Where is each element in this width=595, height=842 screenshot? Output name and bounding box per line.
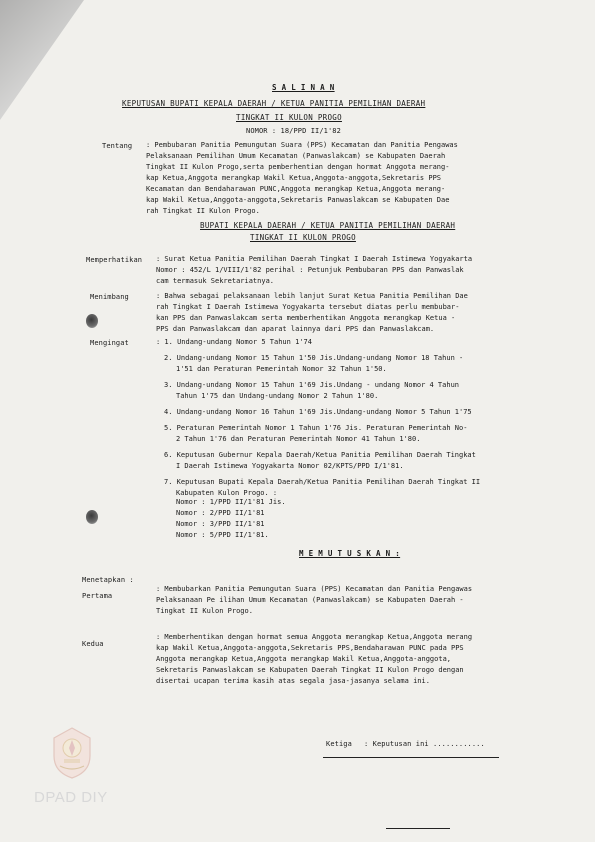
mengingat-label: Mengingat	[90, 339, 129, 347]
mengingat-item	[156, 407, 480, 418]
nomor-list	[176, 497, 286, 541]
pertama-line: Tingkat II Kulon Progo.	[156, 607, 253, 615]
mengingat-item-line: 3. Undang-undang Nomor 15 Tahun 1'69 Jis.Undang - undang Nomor 4 Tahun	[164, 381, 460, 389]
tentang-line: kap Ketua,Anggota merangkap Wakil Ketua,Anggota-anggota,Sekretaris PPS	[146, 174, 442, 182]
mengingat-item-line: I Daerah Istimewa Yogyakarta Nomor 02/KPTS/PPD I/1'81.	[176, 462, 404, 470]
mengingat-item-line: 2 Tahun 1'76 dan Peraturan Pemerintah Nomor 41 Tahun 1'80.	[176, 435, 421, 443]
nomorlist-line: Nomor : 1/PPD II/1'81 Jis.	[176, 498, 286, 506]
mengingat-item	[156, 477, 480, 499]
punch-hole-top	[86, 314, 98, 328]
mengingat-item-line: Tahun 1'75 dan Undang-undang Nomor 2 Tahun 1'80.	[176, 392, 379, 400]
pertama-line: Pelaksanaan Pe ilihan Umum Kecamatan (Panwaslakcam) se Kabupaten Daerah -	[156, 596, 464, 604]
menimbang-line: rah Tingkat I Daerah Istimewa Yogyakarta tersebut diatas perlu membubar-	[156, 303, 460, 311]
tentang-line: kap Wakil Ketua,Anggota-anggota,Sekretaris Panwaslakcam se Kabupaten Dae	[146, 196, 450, 204]
mengingat-item	[156, 380, 480, 402]
punch-hole-bottom	[86, 510, 98, 524]
mengingat-item	[156, 423, 480, 445]
menimbang-line: kan PPS dan Panwaslakcam serta memberhentikan Anggota merangkap Ketua -	[156, 314, 456, 322]
tentang-line: Pelaksanaan Pemilihan Umum Kecamatan (Panwaslakcam) se Kabupaten Daerah	[146, 152, 446, 160]
memperhatikan-line: Nomor : 452/L 1/VIII/1'82 perihal : Petunjuk Pembubaran PPS dan Panwaslak	[156, 266, 464, 274]
mengingat-item-line: 7. Keputusan Bupati Kepala Daerah/Ketua Panitia Pemilihan Daerah Tingkat II	[164, 478, 481, 486]
menimbang-text	[156, 291, 468, 335]
kedua-line: : Memberhentikan dengan hormat semua Anggota merangkap Ketua,Anggota merang	[156, 633, 473, 641]
nomorlist-line: Nomor : 3/PPD II/1'81	[176, 520, 265, 528]
bottom-rule	[386, 828, 450, 829]
dpad-seal-logo	[50, 726, 94, 780]
pertama-label: Pertama	[82, 592, 113, 600]
nomorlist-line: Nomor : 5/PPD II/1'81.	[176, 531, 269, 539]
kedua-line: disertai ucapan terima kasih atas segala jasa-jasanya selama ini.	[156, 677, 430, 685]
mengingat-item-line: 6. Keputusan Gubernur Kepala Daerah/Ketua Panitia Pemilihan Daerah Tingkat	[164, 451, 476, 459]
mengingat-item	[156, 353, 480, 375]
menimbang-line: PPS dan Panwaslakcam dan aparat lainnya dari PPS dan Panwaslakcam.	[156, 325, 435, 333]
decree-title-line2: TINGKAT II KULON PROGO	[236, 113, 342, 122]
mengingat-item-line: 1'51 dan Peraturan Pemerintah Nomor 32 Tahun 1'50.	[176, 365, 387, 373]
pertama-text	[156, 584, 472, 617]
nomorlist-line: Nomor : 2/PPD II/1'81	[176, 509, 265, 517]
kedua-line: Sekretaris Panwaslakcam se Kabupaten Daerah Tingkat II Kulon Progo dengan	[156, 666, 464, 674]
kedua-line: Anggota merangkap Ketua,Anggota merangkap Wakil Ketua,Anggota-anggota,	[156, 655, 452, 663]
mengingat-item-line: Kabupaten Kulon Progo. :	[176, 489, 278, 497]
tentang-line: rah Tingkat II Kulon Progo.	[146, 207, 260, 215]
mengingat-item-line: 4. Undang-undang Nomor 16 Tahun 1'69 Jis.Undang-undang Nomor 5 Tahun 1'75	[164, 408, 472, 416]
heading-salinan: S A L I N A N	[272, 83, 335, 92]
decree-title-line1: KEPUTUSAN BUPATI KEPALA DAERAH / KETUA PANITIA PEMILIHAN DAERAH	[122, 99, 426, 108]
mengingat-item-line: : 1. Undang-undang Nomor 5 Tahun 1'74	[156, 338, 312, 346]
tentang-line: Tingkat II Kulon Progo,serta pemberhentian dengan hormat Anggota merang-	[146, 163, 450, 171]
mengingat-item	[156, 450, 480, 472]
menimbang-line: : Bahwa sebagai pelaksanaan lebih lanjut Surat Ketua Panitia Pemilihan Dae	[156, 292, 468, 300]
ketiga-text: : Keputusan ini ............	[364, 740, 485, 748]
ketiga-underline	[323, 757, 499, 758]
pertama-line: : Membubarkan Panitia Pemungutan Suara (PPS) Kecamatan dan Panitia Pengawas	[156, 585, 473, 593]
memperhatikan-label: Memperhatikan	[86, 256, 143, 264]
memutuskan-heading: M E M U T U S K A N :	[299, 549, 401, 558]
menimbang-label: Menimbang	[90, 293, 129, 301]
tentang-line: : Pembubaran Panitia Pemungutan Suara (PPS) Kecamatan dan Panitia Pengawas	[146, 141, 458, 149]
mengingat-item-line: 2. Undang-undang Nomor 15 Tahun 1'50 Jis.Undang-undang Nomor 18 Tahun -	[164, 354, 464, 362]
mengingat-list	[156, 337, 480, 504]
mengingat-item	[156, 337, 480, 348]
folded-corner-shadow	[0, 0, 84, 120]
decree-number: NOMOR : 18/PPD II/1'82	[246, 127, 341, 135]
watermark-text: DPAD DIY	[34, 789, 108, 806]
tentang-line: Kecamatan dan Bendaharawan PUNC,Anggota merangkap Ketua,Anggota merang-	[146, 185, 446, 193]
tentang-label: Tentang	[102, 142, 133, 150]
tentang-text	[146, 140, 458, 217]
memperhatikan-line: : Surat Ketua Panitia Pemilihan Daerah Tingkat I Daerah Istimewa Yogyakarta	[156, 255, 473, 263]
subtitle-line1: BUPATI KEPALA DAERAH / KETUA PANITIA PEMILIHAN DAERAH	[200, 221, 456, 230]
kedua-text	[156, 632, 472, 687]
kedua-label: Kedua	[82, 640, 104, 648]
memperhatikan-text	[156, 254, 472, 287]
kedua-line: kap Wakil Ketua,Anggota-anggota,Sekretaris PPS,Bendaharawan PUNC pada PPS	[156, 644, 464, 652]
ketiga-label: Ketiga	[326, 740, 352, 748]
menetapkan-label: Menetapkan :	[82, 576, 134, 584]
subtitle-line2: TINGKAT II KULON PROGO	[250, 233, 356, 242]
memperhatikan-line: cam termasuk Sekretariatnya.	[156, 277, 275, 285]
mengingat-item-line: 5. Peraturan Pemerintah Nomor 1 Tahun 1'76 Jis. Peraturan Pemerintah No-	[164, 424, 468, 432]
